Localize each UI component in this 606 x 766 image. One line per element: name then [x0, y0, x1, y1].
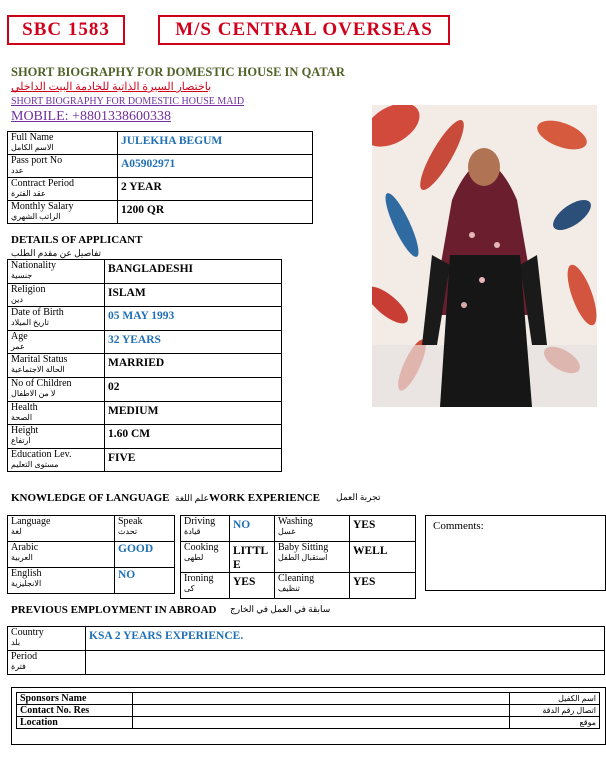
field-value: YES: [230, 573, 275, 599]
applicant-photo: [372, 105, 597, 407]
table-row: [8, 201, 313, 224]
language-value-cell: [115, 542, 175, 568]
field-label: No of Children: [11, 377, 72, 389]
field-value: Speak: [118, 516, 143, 527]
label-cell: [8, 354, 105, 378]
field-label-arabic: لا من الاطفال: [11, 388, 56, 398]
field-value: YES: [350, 573, 416, 599]
field-label: Arabic: [11, 542, 39, 553]
field-label-arabic: عقد الفترة: [11, 189, 46, 198]
main-title: SHORT BIOGRAPHY FOR DOMESTIC HOUSE IN QATAR: [11, 65, 345, 79]
field-label: Contract Period: [11, 178, 75, 189]
field-value: NO: [230, 516, 275, 542]
field-label: Pass port No: [11, 155, 63, 166]
label-cell: [8, 627, 86, 651]
table-row: [8, 425, 282, 449]
table-row: [181, 542, 416, 573]
table-row: [17, 717, 600, 729]
field-label: Religion: [11, 283, 46, 295]
field-label-arabic: تنظيف: [278, 584, 300, 593]
field-label: Washing: [278, 516, 313, 527]
language-value-cell: [115, 516, 175, 542]
label-cell: [8, 448, 105, 472]
label-cell: [275, 516, 350, 542]
label-cell: [8, 260, 105, 284]
field-label-arabic: فترة: [11, 662, 26, 671]
field-value-arabic: تحدث: [118, 527, 138, 536]
field-value: 2 YEAR: [118, 178, 313, 201]
label-cell: [8, 516, 115, 542]
table-row: [8, 260, 282, 284]
table-row: [8, 132, 313, 155]
field-value: GOOD: [118, 543, 154, 555]
field-label-arabic: الصحة: [11, 412, 33, 422]
table-row: [8, 307, 282, 331]
field-label: Age: [11, 330, 28, 342]
field-label: Height: [11, 425, 39, 437]
details-heading-arabic: تفاصيل عن مقدم الطلب: [11, 248, 102, 258]
table-row: [181, 573, 416, 599]
table-row: [8, 354, 282, 378]
field-label-arabic: بلد: [11, 638, 21, 647]
mobile-number: MOBILE: +8801338600338: [11, 109, 171, 124]
details-table: [7, 259, 282, 472]
table-row: [8, 401, 282, 425]
field-value: KSA 2 YEARS EXPERIENCE.: [86, 627, 605, 651]
label-cell: [275, 573, 350, 599]
sponsor-value: [133, 717, 510, 729]
field-value: 1200 QR: [118, 201, 313, 224]
table-row: [8, 330, 282, 354]
label-cell: [181, 516, 230, 542]
field-label: Health: [11, 401, 38, 413]
sponsor-label-arabic: اسم الكفيل: [510, 693, 600, 705]
field-label: Language: [11, 516, 51, 527]
language-value-cell: [115, 568, 175, 594]
field-label: Ironing: [184, 573, 214, 584]
label-cell: [8, 568, 115, 594]
field-label: Marital Status: [11, 354, 68, 366]
label-cell: [8, 201, 118, 224]
sponsor-table: [16, 692, 600, 729]
label-cell: [8, 425, 105, 449]
table-row: [17, 693, 600, 705]
field-label-arabic: الانجليزية: [11, 579, 42, 588]
field-value: MARRIED: [105, 354, 282, 378]
field-value: 02: [105, 377, 282, 401]
knowledge-heading: KNOWLEDGE OF LANGUAGE: [11, 492, 170, 504]
field-label-arabic: جنسية: [11, 271, 33, 280]
field-value: A05902971: [118, 155, 313, 178]
table-row: [8, 516, 175, 542]
sbc-code-box: SBC 1583: [7, 15, 125, 45]
sponsor-label: Contact No. Res: [17, 705, 133, 717]
sponsor-value: [133, 705, 510, 717]
field-label-arabic: عدد: [11, 166, 24, 175]
knowledge-heading-arabic: علم اللغة: [175, 493, 209, 503]
sponsor-label-arabic: موقع: [510, 717, 600, 729]
table-row: [8, 178, 313, 201]
language-table: [7, 515, 175, 594]
field-label: Driving: [184, 516, 216, 527]
sub-title: SHORT BIOGRAPHY FOR DOMESTIC HOUSE MAID: [11, 96, 245, 107]
label-cell: [8, 178, 118, 201]
field-value: 1.60 CM: [105, 425, 282, 449]
field-label: Nationality: [11, 260, 56, 271]
agency-name-box: M/S CENTRAL OVERSEAS: [158, 15, 450, 45]
field-label-arabic: الاسم الكامل: [11, 143, 54, 152]
field-value: MEDIUM: [105, 401, 282, 425]
field-label: Cooking: [184, 542, 219, 553]
label-cell: [275, 542, 350, 573]
label-cell: [8, 132, 118, 155]
label-cell: [181, 573, 230, 599]
table-row: [8, 377, 282, 401]
previous-employment-table: [7, 626, 605, 675]
table-row: [8, 155, 313, 178]
field-label: Cleaning: [278, 573, 315, 584]
sponsor-value: [133, 693, 510, 705]
field-label-arabic: غسل: [278, 527, 296, 536]
field-label-arabic: ارتفاع: [11, 436, 31, 446]
field-label: Education Lev.: [11, 448, 72, 460]
label-cell: [8, 401, 105, 425]
field-label-arabic: قيادة: [184, 527, 201, 536]
field-label: Full Name: [11, 132, 54, 143]
field-value: JULEKHA BEGUM: [118, 132, 313, 155]
field-value: [86, 651, 605, 675]
comments-box: [425, 515, 606, 591]
field-label: English: [11, 568, 42, 579]
work-heading: WORK EXPERIENCE: [209, 492, 320, 504]
table-row: [8, 627, 605, 651]
field-label: Baby Sitting: [278, 542, 329, 553]
field-value: YES: [350, 516, 416, 542]
table-row: [8, 568, 175, 594]
previous-employment-heading-arabic: سابقة في العمل في الخارج: [230, 604, 331, 614]
field-label: Date of Birth: [11, 307, 64, 319]
field-value: 32 YEARS: [105, 330, 282, 354]
table-row: [8, 448, 282, 472]
field-value: 05 MAY 1993: [105, 307, 282, 331]
previous-employment-heading: PREVIOUS EMPLOYMENT IN ABROAD: [11, 604, 217, 616]
basic-info-table: [7, 131, 313, 224]
table-row: [181, 516, 416, 542]
field-label: Monthly Salary: [11, 201, 74, 212]
label-cell: [8, 651, 86, 675]
sponsor-label-arabic: اتصال رقم الدقة: [510, 705, 600, 717]
table-row: [8, 651, 605, 675]
label-cell: [8, 542, 115, 568]
field-label-arabic: كى: [184, 584, 195, 593]
label-cell: [181, 542, 230, 573]
field-value: LITTLE: [230, 542, 275, 573]
comments-label: Comments:: [433, 520, 484, 532]
label-cell: [8, 377, 105, 401]
field-label-arabic: الحالة الاجتماعية: [11, 365, 65, 375]
field-label-arabic: لطهى: [184, 553, 204, 562]
sponsor-label: Sponsors Name: [17, 693, 133, 705]
label-cell: [8, 330, 105, 354]
table-row: [8, 283, 282, 307]
details-heading: DETAILS OF APPLICANT: [11, 234, 143, 246]
field-label-arabic: دين: [11, 294, 23, 304]
field-label: Country: [11, 627, 44, 638]
field-value: NO: [118, 569, 136, 581]
field-label-arabic: العربية: [11, 553, 33, 562]
label-cell: [8, 283, 105, 307]
table-row: [17, 705, 600, 717]
field-label-arabic: الراتب الشهري: [11, 212, 61, 221]
field-value: WELL: [350, 542, 416, 573]
field-label-arabic: لغة: [11, 527, 22, 536]
field-value: BANGLADESHI: [105, 260, 282, 284]
field-value: FIVE: [105, 448, 282, 472]
field-label-arabic: عمر: [11, 341, 25, 351]
field-label: Period: [11, 651, 38, 662]
field-label-arabic: مستوى التعليم: [11, 459, 59, 469]
field-label-arabic: استقبال الطفل: [278, 553, 328, 562]
arabic-title: باختصار السيرة الذاتية للخادمة البيت الداخلي: [11, 81, 212, 93]
field-label-arabic: تاريخ الميلاد: [11, 318, 49, 328]
skills-table: [180, 515, 416, 599]
label-cell: [8, 307, 105, 331]
field-value: ISLAM: [105, 283, 282, 307]
label-cell: [8, 155, 118, 178]
sponsor-label: Location: [17, 717, 133, 729]
table-row: [8, 542, 175, 568]
work-heading-arabic: تجربة العمل: [336, 492, 381, 502]
